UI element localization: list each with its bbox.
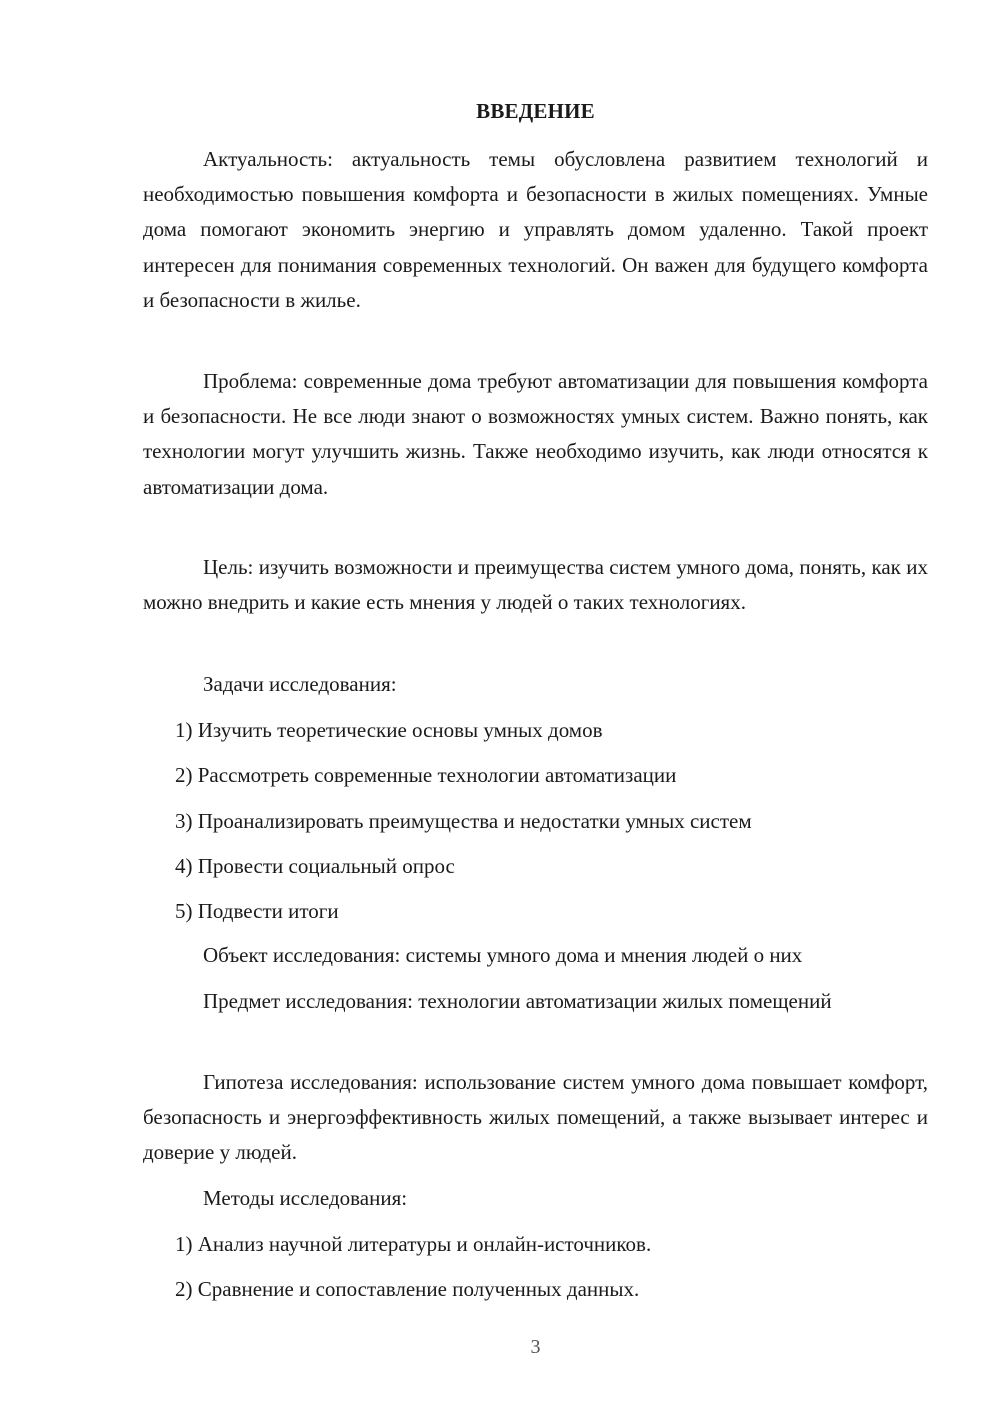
task-item-3: 3) Проанализировать преимущества и недостатки умных систем: [175, 809, 752, 833]
relevance-paragraph: Актуальность: актуальность темы обусловлена развитием технологий и необходимостью повышения комфорта и безопасности в жилых помещениях. Умные дома помогают экономить энергию и управлять домом удаленно. Такой проект интересен для понимания современных технологий. Он важен для будущего комфорта и безопасности в жилье.: [143, 147, 928, 312]
subject-paragraph: Предмет исследования: технологии автоматизации жилых помещений: [203, 989, 832, 1013]
problem-paragraph: Проблема: современные дома требуют автоматизации для повышения комфорта и безопасности. Не все люди знают о возможностях умных систем. Важно понять, как технологии могут улучшить жизнь. Также необходимо изучить, как люди относятся к автоматизации дома.: [143, 369, 928, 499]
section-heading: ВВЕДЕНИЕ: [476, 99, 595, 123]
page-number: 3: [530, 1336, 541, 1358]
goal-paragraph: Цель: изучить возможности и преимущества систем умного дома, понять, как их можно внедрить и какие есть мнения у людей о таких технологиях.: [143, 555, 928, 615]
task-item-4: 4) Провести социальный опрос: [175, 854, 455, 878]
object-paragraph: Объект исследования: системы умного дома и мнения людей о них: [203, 943, 803, 967]
hypothesis-paragraph: Гипотеза исследования: использование систем умного дома повышает комфорт, безопасность и энергоэффективность жилых помещений, а также вызывает интерес и доверие у людей.: [143, 1070, 928, 1165]
task-item-1: 1) Изучить теоретические основы умных домов: [175, 718, 603, 742]
task-item-5: 5) Подвести итоги: [175, 899, 339, 923]
task-item-2: 2) Рассмотреть современные технологии автоматизации: [175, 763, 677, 787]
tasks-title: Задачи исследования:: [203, 672, 397, 696]
document-page: [143, 0, 928, 1414]
method-item-1: 1) Анализ научной литературы и онлайн-источников.: [175, 1232, 652, 1256]
methods-title: Методы исследования:: [203, 1186, 408, 1210]
method-item-2: 2) Сравнение и сопоставление полученных данных.: [175, 1277, 640, 1301]
